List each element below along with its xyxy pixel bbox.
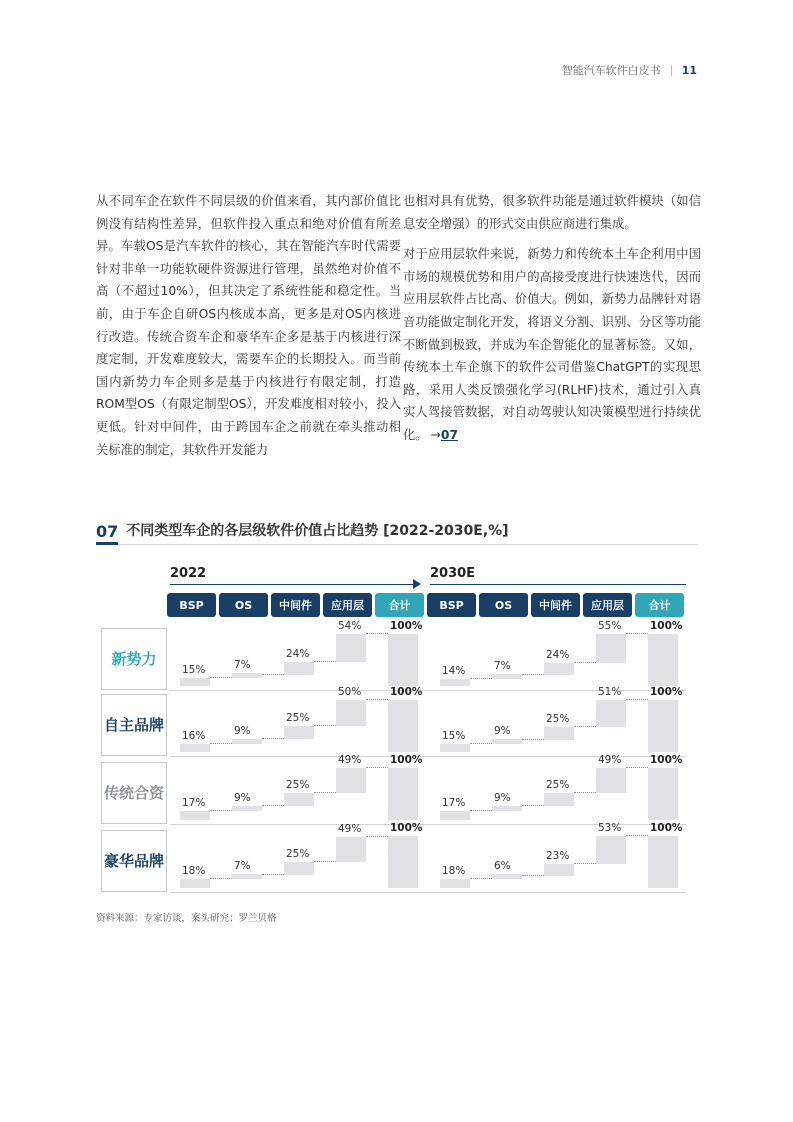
- bar: [440, 679, 470, 686]
- data-label: 9%: [494, 792, 511, 805]
- column-header-4: 应用层: [583, 593, 632, 617]
- connector-line: [314, 661, 336, 662]
- bar: [440, 744, 470, 752]
- data-label: 100%: [650, 754, 683, 766]
- data-label: 24%: [286, 648, 310, 661]
- data-label: 15%: [442, 730, 466, 743]
- connector-line: [210, 810, 232, 811]
- column-header-1: BSP: [427, 593, 476, 617]
- data-label: 9%: [234, 792, 251, 805]
- bar: [596, 634, 626, 663]
- page-header: [562, 62, 697, 78]
- connector-line: [366, 699, 388, 700]
- arrow-right-icon: [413, 579, 421, 589]
- period-line-2030: [430, 584, 686, 585]
- year-label-2030E: 2030E: [430, 566, 476, 581]
- data-label: 100%: [650, 822, 683, 834]
- data-label: 25%: [286, 779, 310, 792]
- row-label-text: 传统: [103, 784, 134, 802]
- bar: [336, 837, 366, 862]
- data-label: 17%: [442, 797, 466, 810]
- connector-line: [262, 738, 284, 739]
- bar: [596, 700, 626, 727]
- period-arrow-line: [170, 584, 414, 585]
- bar: [388, 836, 418, 888]
- data-label: 50%: [338, 686, 362, 698]
- connector-line: [522, 674, 544, 675]
- data-label: 17%: [182, 797, 206, 810]
- data-label: 18%: [182, 864, 206, 877]
- connector-line: [262, 805, 284, 806]
- data-label: 25%: [546, 779, 570, 792]
- data-label: 25%: [286, 848, 310, 860]
- connector-line: [574, 792, 596, 793]
- data-label: 100%: [390, 822, 423, 834]
- data-label: 51%: [598, 686, 622, 698]
- body-column-right: [403, 190, 701, 455]
- connector-line: [574, 662, 596, 663]
- row-label-豪华品牌: [101, 830, 167, 892]
- bar: [284, 726, 314, 739]
- column-header-3: 中间件: [531, 593, 580, 617]
- row-label-传统合资: [101, 762, 167, 824]
- row-label-text: 自主: [103, 716, 134, 734]
- bar: [180, 678, 210, 686]
- connector-line: [522, 739, 544, 740]
- bar: [180, 879, 210, 888]
- data-label: 100%: [390, 686, 423, 698]
- connector-line: [574, 726, 596, 727]
- connector-line: [522, 805, 544, 806]
- connector-line: [210, 677, 232, 678]
- connector-line: [366, 767, 388, 768]
- connector-line: [366, 836, 388, 837]
- header-title: 智能汽车软件白皮书: [561, 64, 661, 77]
- bar: [648, 768, 678, 820]
- data-label: 53%: [598, 822, 622, 834]
- row-label-text: 新势力: [111, 650, 157, 668]
- bar: [492, 806, 522, 811]
- data-label: 100%: [650, 620, 683, 632]
- connector-line: [574, 863, 596, 864]
- data-label: 55%: [598, 620, 622, 632]
- connector-line: [522, 875, 544, 876]
- bar: [648, 700, 678, 752]
- connector-line: [626, 699, 648, 700]
- data-label: 54%: [338, 620, 362, 632]
- bar: [388, 768, 418, 820]
- connector-line: [262, 874, 284, 875]
- data-label: 49%: [338, 822, 362, 835]
- row-label-text: 豪华: [103, 852, 134, 870]
- bar: [232, 673, 262, 678]
- paragraph: [403, 243, 701, 446]
- row-label-新势力: [101, 628, 167, 690]
- data-label: 100%: [650, 686, 683, 698]
- data-label: 24%: [546, 648, 570, 661]
- figure-number: 07: [96, 522, 118, 545]
- bar: [492, 674, 522, 679]
- data-label: 25%: [546, 712, 570, 725]
- bar: [440, 811, 470, 820]
- data-label: 100%: [390, 620, 423, 632]
- data-label: 7%: [494, 659, 511, 672]
- data-label: 6%: [494, 859, 511, 872]
- bar: [596, 768, 626, 793]
- row-label-text: 合资: [134, 784, 165, 802]
- connector-line: [470, 878, 492, 879]
- data-label: 9%: [494, 725, 511, 738]
- data-label: 7%: [234, 659, 251, 672]
- row-label-text: 品牌: [134, 852, 165, 870]
- data-label: 49%: [598, 754, 622, 766]
- connector-line: [470, 743, 492, 744]
- bar: [544, 663, 574, 675]
- data-label: 16%: [182, 729, 206, 742]
- bar: [388, 634, 418, 686]
- column-header-5: 合计: [375, 593, 424, 617]
- column-header-1: BSP: [167, 593, 216, 617]
- row-label-text: 品牌: [134, 716, 165, 734]
- bar: [648, 836, 678, 888]
- data-label: 18%: [442, 864, 466, 877]
- row-divider: [170, 892, 686, 893]
- bar: [336, 634, 366, 662]
- figure-ref-link[interactable]: 07: [440, 427, 459, 442]
- data-label: 49%: [338, 754, 362, 766]
- figure-title-text: 不同类型车企的各层级软件价值占比趋势 [2022-2030E,%]: [126, 523, 509, 539]
- paragraph: 也相对具有优势，很多软件功能是通过软件模块（如信息安全增强）的形式交由供应商进行集成。: [403, 194, 701, 231]
- connector-line: [262, 674, 284, 675]
- bar: [492, 739, 522, 744]
- paragraph-text: 对于应用层软件来说，新势力和传统本土车企利用中国市场的规模优势和用户的高接受度进行快速迭代，因而应用层软件占比高、价值大。例如，新势力品牌针对语音功能做定制化开发，将语义分割、识别、分区等功能不断做到极致，并成为车企智能化的显著标签。又如，传统本土车企旗下的软件公司借鉴ChatGPT的实现思路，采用人类反馈强化学习(RLHF)技术，通过引入真实人驾接管数据，对自动驾驶认知决策模型进行持续优化。: [403, 247, 701, 442]
- column-header-5: 合计: [635, 593, 684, 617]
- connector-line: [626, 767, 648, 768]
- data-label: 23%: [546, 849, 570, 862]
- page-number: 11: [681, 63, 697, 77]
- bar: [284, 862, 314, 875]
- bar: [336, 768, 366, 793]
- data-label: 7%: [234, 859, 251, 872]
- connector-line: [314, 861, 336, 862]
- bar: [440, 879, 470, 888]
- bar: [232, 806, 262, 811]
- connector-line: [314, 725, 336, 726]
- paragraph: 从不同车企在软件不同层级的价值来看，其内部价值比例没有结构性差异，但软件投入重点和绝对价值有所差异。车载OS是汽车软件的核心，其在智能汽车时代需要针对非单一功能软硬件资源进行管理，虽然绝对价值不高（不超过10%），但其决定了系统性能和稳定性。当前，由于车企自研OS内核成本高，更多是对OS内核进行改造。传统合资车企和豪华车企多是基于内核进行深度定制，开发难度较大，需要车企的长期投入。而当前国内新势力车企则多是基于内核进行有限定制，打造ROM型OS（有限定制型OS），开发难度相对较小，投入更低。针对中间件，由于跨国车企之前就在牵头推动相关标准的制定，其软件开发能力: [96, 194, 401, 457]
- data-label: 9%: [234, 724, 251, 737]
- data-label: 15%: [182, 664, 206, 677]
- bar: [544, 864, 574, 876]
- bar: [388, 700, 418, 752]
- data-label: 25%: [286, 712, 310, 724]
- source-note: 资料来源：专家访谈，案头研究；罗兰贝格: [96, 913, 277, 924]
- connector-line: [366, 633, 388, 634]
- column-header-4: 应用层: [323, 593, 372, 617]
- data-label: 100%: [390, 754, 423, 766]
- bar: [284, 793, 314, 806]
- row-label-自主品牌: [101, 694, 167, 756]
- connector-line: [314, 792, 336, 793]
- connector-line: [626, 633, 648, 634]
- column-header-2: OS: [479, 593, 528, 617]
- bar: [648, 634, 678, 686]
- connector-line: [470, 810, 492, 811]
- bar: [232, 739, 262, 744]
- column-header-2: OS: [219, 593, 268, 617]
- bar: [180, 811, 210, 820]
- data-label: 14%: [442, 664, 466, 677]
- bar: [544, 727, 574, 740]
- figure-title: [96, 520, 698, 545]
- column-header-3: 中间件: [271, 593, 320, 617]
- connector-line: [210, 743, 232, 744]
- figure-ref-arrow: →: [430, 427, 441, 442]
- connector-line: [470, 678, 492, 679]
- bar: [232, 874, 262, 879]
- connector-line: [626, 835, 648, 836]
- header-divider: [671, 65, 672, 76]
- year-label-2022: 2022: [170, 566, 207, 581]
- bar: [284, 662, 314, 674]
- bar: [544, 793, 574, 806]
- body-column-left: [96, 190, 401, 469]
- bar: [492, 874, 522, 879]
- connector-line: [210, 878, 232, 879]
- bar: [336, 700, 366, 726]
- bar: [596, 836, 626, 864]
- bar: [180, 744, 210, 752]
